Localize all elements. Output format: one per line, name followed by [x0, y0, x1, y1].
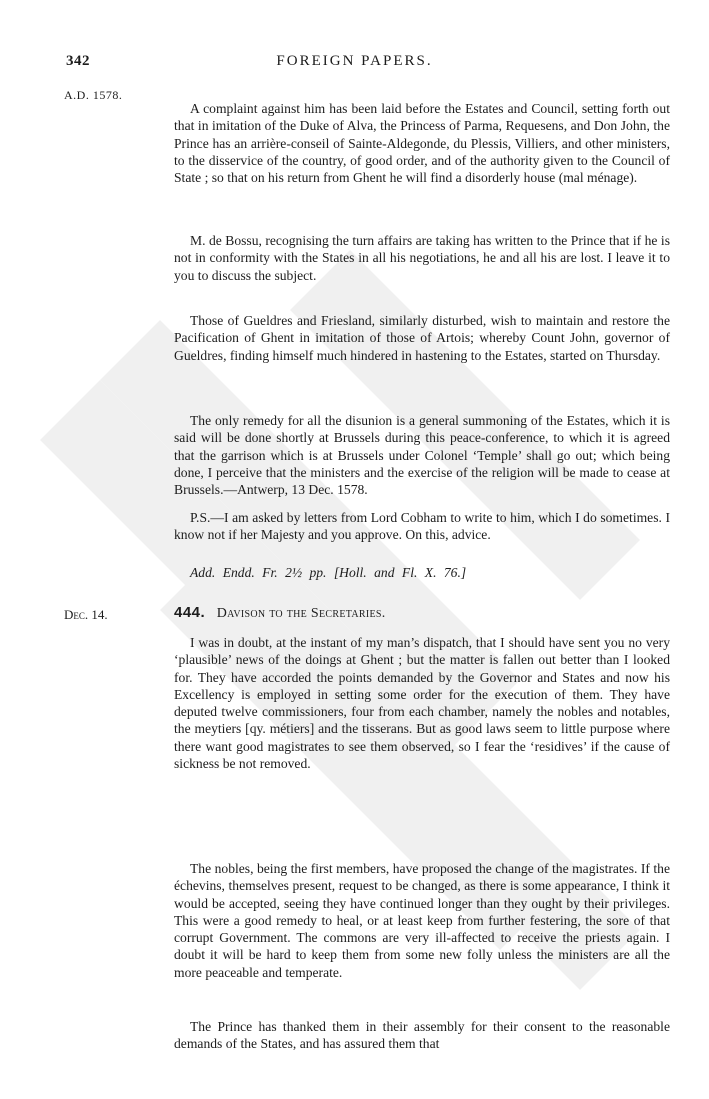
- paragraph-7: The nobles, being the first members, have proposed the change of the magistrates. If the échevins, themselves present, request to be changed, as there is some appearance, I think it would be accepted, seeing they have continued longer than they ought by their privileges. This were a good remedy to heal, or at least keep from further festering, the sore of that corrupt Government. The commons are very ill-affected to receive the priests again. I doubt it will be hard to keep them from some new folly unless the ministers are all the more peaceable and temperate.: [174, 861, 670, 980]
- page-number: 342: [66, 53, 90, 69]
- paragraph-2: M. de Bossu, recognising the turn affairs are taking has written to the Prince that if he is not in conformity with the States in all his negotiations, he and all his are lost. I leave it to you to discuss the subject.: [174, 233, 670, 283]
- document-endorsement: Add. Endd. Fr. 2½ pp. [Holl. and Fl. X. 76.]: [190, 565, 467, 580]
- paragraph-6: I was in doubt, at the instant of my man’s dispatch, that I should have sent you no very ‘plausible’ news of the doings at Ghent ; but the matter is fallen out better than I looked for. They have accorded the points demanded by the Governor and States and now his Excellency is employed in setting some order for the execution of them. They have deputed twelve commissioners, four from each chamber, namely the nobles and notables, the meytiers [qy. métiers] and the tisserans. But as good laws seem to little purpose where there want good magistrates to see them observed, so I fear the ‘residives’ if the cause of sickness be not removed.: [174, 635, 670, 772]
- entry-heading: [174, 604, 386, 622]
- entry-title: Davison to the Secretaries.: [216, 606, 386, 621]
- entry-number: 444.: [174, 604, 206, 621]
- margin-year: A.D. 1578.: [64, 88, 123, 102]
- paragraph-5: P.S.—I am asked by letters from Lord Cobham to write to him, which I do sometimes. I know not if her Majesty and you approve. On this, advice.: [174, 510, 670, 543]
- paragraph-1: A complaint against him has been laid before the Estates and Council, setting forth out that in imitation of the Duke of Alva, the Princess of Parma, Requesens, and Don John, the Prince has an arrière-conseil of Sainte-Aldegonde, du Plessis, Villiers, and other ministers, to the disservice of the country, of good order, and of the authority given to the Council of State ; so that on his return from Ghent he will find a disorderly house (mal ménage).: [174, 101, 670, 186]
- running-title: FOREIGN PAPERS.: [276, 53, 433, 69]
- paragraph-8: The Prince has thanked them in their assembly for their consent to the reasonable demands of the States, and has assured them that: [174, 1019, 670, 1052]
- paragraph-4: The only remedy for all the disunion is a general summoning of the Estates, which it is said will be done shortly at Brussels during this peace-conference, to which it is agreed that the garrison which is at Brussels under Colonel ‘Temple’ shall go out; which being done, I perceive that the ministers and the exercise of the religion will be made to cease at Brussels.—Antwerp, 13 Dec. 1578.: [174, 413, 670, 498]
- paragraph-3: Those of Gueldres and Friesland, similarly disturbed, wish to maintain and restore the Pacification of Ghent in imitation of those of Artois; whereby Count John, governor of Gueldres, finding himself much hindered in hastening to the Estates, started on Thursday.: [174, 313, 670, 363]
- margin-entry-date: Dec. 14.: [64, 607, 108, 622]
